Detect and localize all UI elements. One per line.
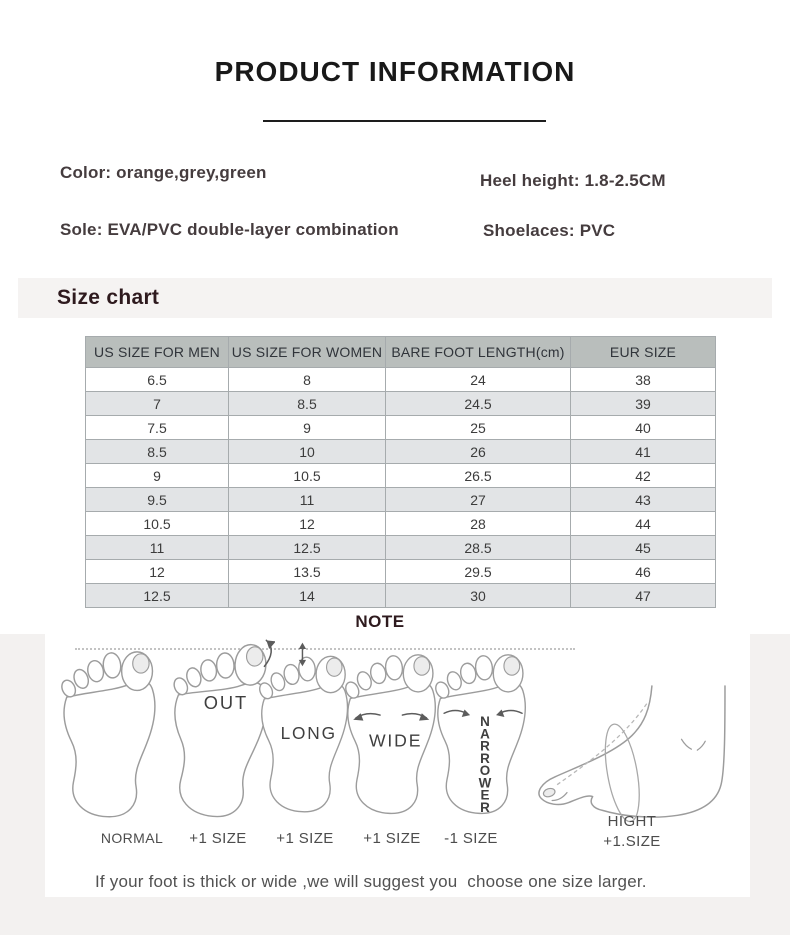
foot-result-normal: NORMAL	[100, 830, 164, 846]
table-header-cell: BARE FOOT LENGTH(cm)	[386, 337, 571, 368]
table-cell: 6.5	[86, 368, 229, 392]
table-row	[86, 512, 716, 536]
table-cell: 10.5	[86, 512, 229, 536]
table-cell: 28.5	[386, 536, 571, 560]
foot-result-out: +1 SIZE	[189, 830, 247, 847]
table-cell: 45	[571, 536, 716, 560]
table-cell: 24.5	[386, 392, 571, 416]
table-cell: 9	[229, 416, 386, 440]
foot-diagram-card	[45, 634, 750, 897]
foot-topview-long-icon	[257, 636, 357, 822]
table-header-cell: US SIZE FOR MEN	[86, 337, 229, 368]
foot-topview-wide-icon	[343, 636, 445, 822]
table-row	[86, 440, 716, 464]
table-cell: 14	[229, 584, 386, 608]
table-cell: 26	[386, 440, 571, 464]
table-cell: 8.5	[86, 440, 229, 464]
table-row	[86, 392, 716, 416]
table-cell: 40	[571, 416, 716, 440]
size-table-header-row	[86, 337, 716, 368]
spec-heel-height: Heel height: 1.8-2.5CM	[480, 171, 666, 190]
table-cell: 26.5	[386, 464, 571, 488]
note-heading: NOTE	[355, 612, 405, 631]
table-row	[86, 488, 716, 512]
size-advice-note: If your foot is thick or wide ,we will suggest you choose one size larger.	[95, 872, 647, 891]
wide-label: WIDE	[368, 730, 423, 751]
foot-topview-narrower-icon	[433, 636, 535, 822]
foot-result-long: +1 SIZE	[276, 830, 334, 847]
table-cell: 24	[386, 368, 571, 392]
table-cell: 46	[571, 560, 716, 584]
table-row	[86, 584, 716, 608]
table-cell: 44	[571, 512, 716, 536]
table-cell: 41	[571, 440, 716, 464]
table-header-cell: US SIZE FOR WOMEN	[229, 337, 386, 368]
table-cell: 42	[571, 464, 716, 488]
table-cell: 29.5	[386, 560, 571, 584]
title-underline	[263, 120, 546, 122]
table-row	[86, 416, 716, 440]
table-cell: 12.5	[86, 584, 229, 608]
long-label: LONG	[280, 723, 337, 743]
foot-topview-normal-icon	[59, 636, 165, 822]
table-cell: 12	[86, 560, 229, 584]
size-chart-heading: Size chart	[57, 286, 160, 309]
table-cell: 12	[229, 512, 386, 536]
table-cell: 27	[386, 488, 571, 512]
spec-sole: Sole: EVA/PVC double-layer combination	[60, 220, 399, 239]
table-row	[86, 464, 716, 488]
table-row	[86, 536, 716, 560]
table-cell: 8	[229, 368, 386, 392]
table-cell: 43	[571, 488, 716, 512]
foot-result-wide: +1 SIZE	[363, 830, 421, 847]
foot-result-hight-line1: HIGHT	[607, 813, 657, 830]
foot-result-hight	[577, 812, 687, 852]
spec-shoelaces: Shoelaces: PVC	[483, 221, 616, 240]
table-row	[86, 560, 716, 584]
table-header-cell: EUR SIZE	[571, 337, 716, 368]
table-cell: 13.5	[229, 560, 386, 584]
table-cell: 9.5	[86, 488, 229, 512]
table-cell: 12.5	[229, 536, 386, 560]
table-cell: 28	[386, 512, 571, 536]
table-cell: 7	[86, 392, 229, 416]
table-cell: 7.5	[86, 416, 229, 440]
foot-result-narrower: -1 SIZE	[444, 830, 498, 847]
table-cell: 10	[229, 440, 386, 464]
table-cell: 9	[86, 464, 229, 488]
size-chart-table	[85, 336, 716, 608]
table-cell: 38	[571, 368, 716, 392]
narrower-label: N A R R O W E R	[478, 714, 492, 815]
table-row	[86, 368, 716, 392]
table-cell: 30	[386, 584, 571, 608]
table-cell: 10.5	[229, 464, 386, 488]
table-cell: 11	[86, 536, 229, 560]
page-title: PRODUCT INFORMATION	[214, 56, 576, 87]
table-cell: 39	[571, 392, 716, 416]
table-cell: 8.5	[229, 392, 386, 416]
table-cell: 11	[229, 488, 386, 512]
table-cell: 47	[571, 584, 716, 608]
foot-result-hight-line2: +1.SIZE	[603, 833, 661, 850]
table-cell: 25	[386, 416, 571, 440]
out-label: OUT	[203, 691, 249, 713]
spec-color: Color: orange,grey,green	[60, 163, 267, 182]
size-table-body	[86, 368, 716, 608]
